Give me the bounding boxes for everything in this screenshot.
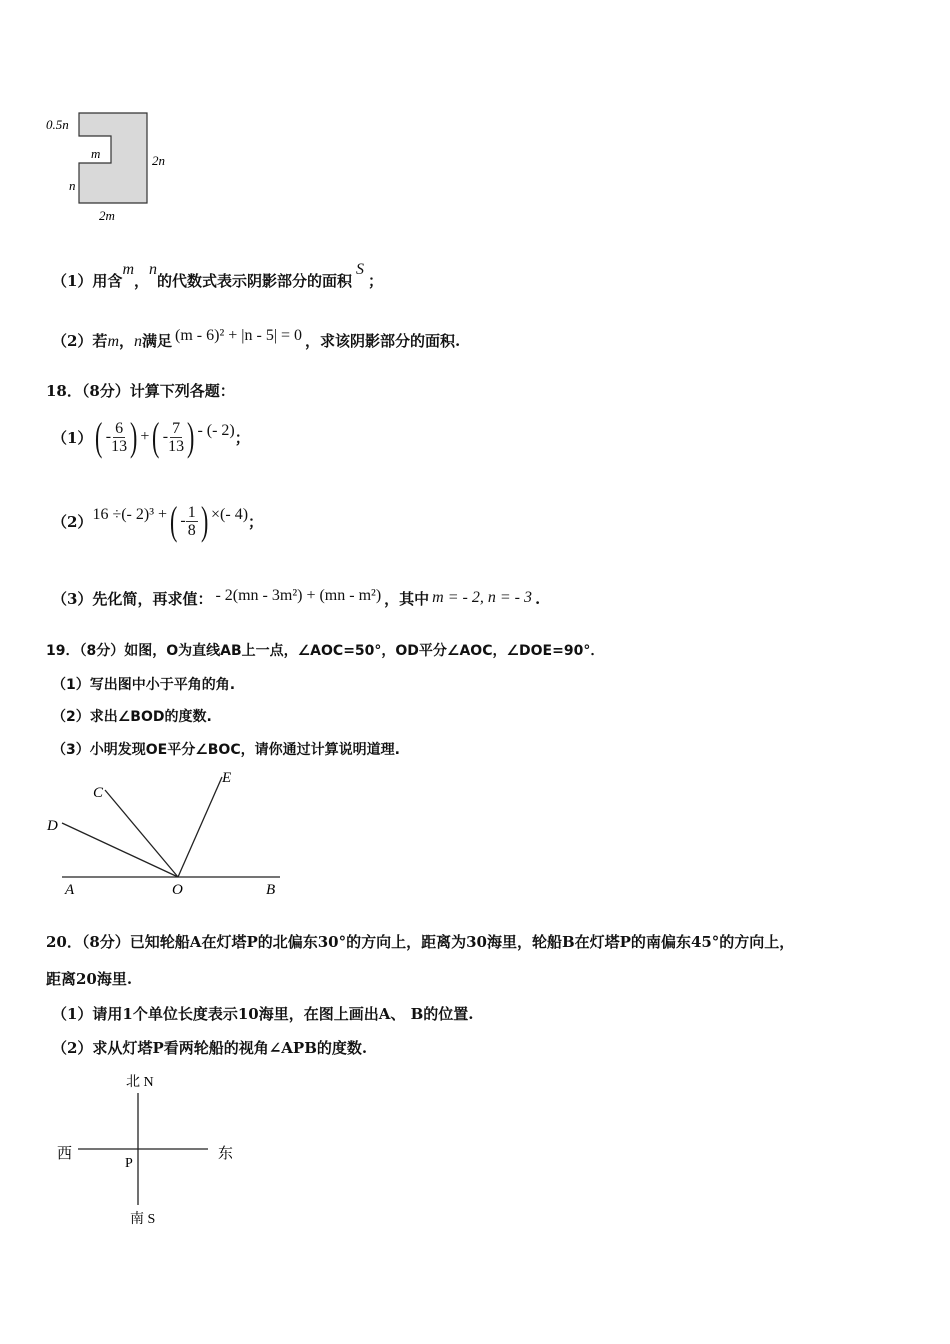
left-paren: (	[170, 498, 178, 543]
q20-part2: （2）求从灯塔P看两轮船的视角∠APB的度数.	[52, 1039, 368, 1057]
q20-line2: 距离20海里.	[46, 970, 133, 988]
q17-p2-text: （2）若	[52, 332, 108, 350]
comma: ，	[134, 272, 150, 290]
expression-tail: - (- 2)	[197, 422, 235, 439]
q17-part1	[52, 261, 384, 291]
fraction-1-8	[186, 504, 198, 539]
var-m: m	[122, 261, 134, 278]
numerator: 1	[187, 503, 196, 521]
var-n: n	[149, 261, 158, 278]
label-o: O	[172, 882, 183, 898]
var-s: S	[356, 261, 365, 278]
right-paren: )	[130, 414, 138, 459]
fraction-6-13	[111, 420, 127, 455]
q17-p2-text3: ，求该阴影部分的面积.	[305, 332, 461, 350]
label-m: m	[91, 146, 101, 161]
q19-part2: （2）求出∠BOD的度数.	[52, 709, 212, 725]
label-north: 北 N	[126, 1075, 154, 1090]
denominator: 13	[111, 437, 128, 455]
label-n: n	[69, 178, 76, 193]
right-paren: )	[200, 498, 209, 543]
minus-sign: -	[162, 428, 169, 445]
label-2n: 2n	[152, 153, 165, 168]
q18-p3-text: （3）先化简，再求值：	[52, 590, 213, 608]
var-n: n	[134, 333, 143, 350]
q19-part1: （1）写出图中小于平角的角.	[52, 677, 236, 693]
label-d: D	[47, 818, 58, 834]
q19-title: 19．（8分）如图，O为直线AB上一点，∠AOC=50°，OD平分∠AOC，∠DOE=90°．	[46, 643, 605, 659]
figure-19-angles	[40, 765, 300, 900]
ray-oc	[105, 790, 178, 877]
figure-20-compass	[50, 1068, 250, 1233]
label-2m: 2m	[99, 208, 115, 223]
figure-17-shape	[44, 108, 184, 226]
minus-sign: -	[180, 512, 186, 529]
simplify-expression: - 2(mn - 3m²) + (mn - m²)	[215, 587, 382, 604]
label-b: B	[266, 882, 276, 898]
q18-part1	[52, 412, 250, 462]
semicolon: ；	[368, 272, 384, 290]
part-label: （2）	[52, 512, 93, 531]
q17-p1-text: （1）用含	[52, 272, 123, 290]
numerator: 6	[115, 419, 124, 437]
expression-head: 16 ÷(- 2)³ +	[92, 506, 168, 523]
label-p: P	[125, 1156, 133, 1171]
ray-od	[62, 823, 178, 877]
q19-part3: （3）小明发现OE平分∠BOC，请你通过计算说明道理.	[52, 742, 400, 758]
shaded-region	[79, 113, 147, 203]
numerator: 7	[172, 419, 181, 437]
label-c: C	[93, 785, 104, 801]
q18-title: 18．（8分）计算下列各题：	[46, 382, 235, 400]
left-paren: (	[152, 414, 160, 459]
q18-p3-text2: ，其中	[384, 590, 430, 608]
label-a: A	[65, 882, 75, 898]
q18-part3	[52, 588, 540, 609]
label-e: E	[222, 770, 232, 786]
comma: ，	[119, 332, 135, 350]
denominator: 13	[168, 437, 185, 455]
semicolon: ；	[234, 428, 250, 447]
label-east: 东	[218, 1146, 234, 1162]
semicolon: ；	[248, 512, 264, 531]
var-m: m	[107, 333, 119, 350]
label-south: 南 S	[130, 1212, 156, 1227]
q17-p1-text2: 的代数式表示阴影部分的面积	[157, 272, 353, 290]
expression-tail: ×(- 4)	[211, 506, 249, 523]
plus-sign: +	[140, 428, 150, 445]
label-0-5n: 0.5n	[46, 117, 69, 132]
right-paren: )	[187, 414, 195, 459]
fraction-7-13	[168, 420, 184, 455]
ray-oe	[178, 777, 222, 877]
period: .	[534, 590, 541, 608]
condition-expression: (m - 6)² + |n - 5| = 0	[175, 327, 303, 344]
q17-p2-text2: 满足	[142, 332, 173, 350]
q18-part2	[52, 496, 263, 546]
denominator: 8	[187, 521, 196, 539]
minus-sign: -	[105, 428, 112, 445]
q20-part1: （1）请用1个单位长度表示10海里，在图上画出A、 B的位置.	[52, 1005, 474, 1023]
value-condition: m = - 2, n = - 3	[432, 589, 532, 606]
left-paren: (	[95, 414, 103, 459]
label-west: 西	[57, 1146, 73, 1162]
q20-line1: 20．（8分）已知轮船A在灯塔P的北偏东30°的方向上，距离为30海里，轮船B在灯塔P的南偏东45°的方向上，	[46, 933, 795, 951]
part-label: （1）	[52, 428, 93, 447]
q17-part2	[52, 327, 461, 351]
